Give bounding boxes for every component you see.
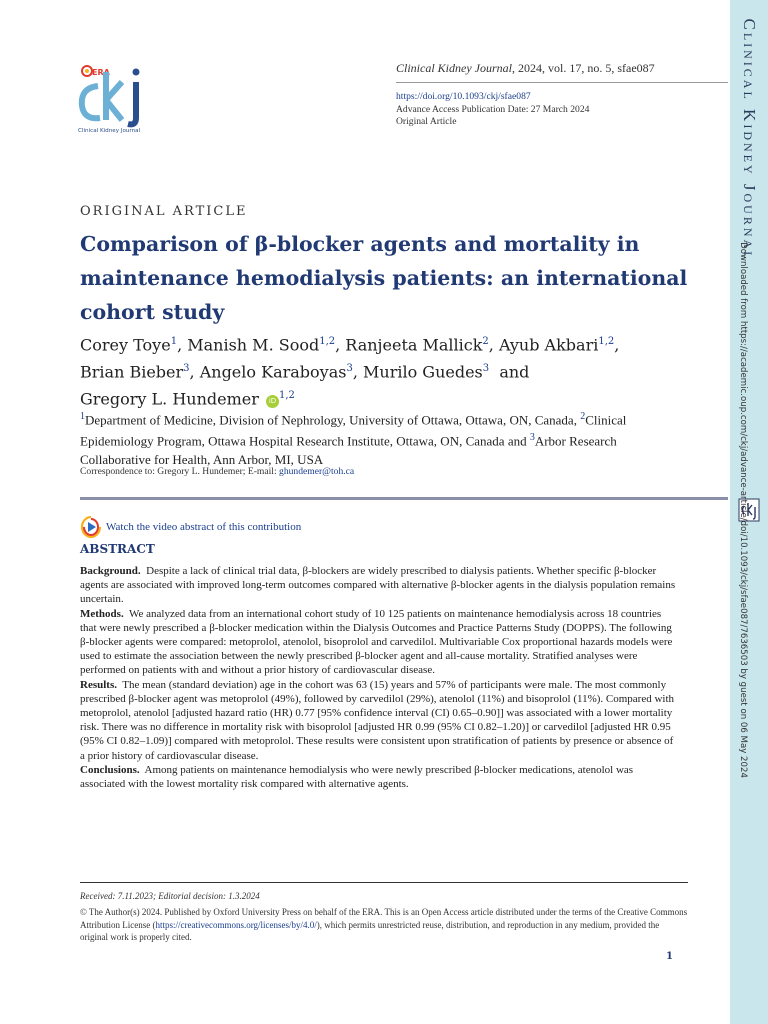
logo-era-text: ERA bbox=[92, 68, 110, 77]
license-text: ), which permits unrestricted reuse, distribution, and reproduction in any medium, provided the original work is properly cited. bbox=[80, 919, 660, 942]
correspondence bbox=[80, 466, 354, 477]
affiliation-text: Clinical Epidemiology Program, Ottawa Hospital Research Institute, Ottawa, ON, Canada and bbox=[80, 412, 627, 449]
affiliation-number: 2 bbox=[580, 411, 586, 422]
author-name[interactable]: Brian Bieber bbox=[80, 362, 184, 382]
author-name[interactable]: Gregory L. Hundemer bbox=[80, 388, 259, 408]
citation-line bbox=[396, 60, 728, 76]
author-list: Corey Toye$^1$, Manish M. Sood$^{1,2}$, Ranjeeta Mallick$^2$, Ayub Akbari$^{1,2}$, Brian Bieber$^3$, Angelo Karaboyas$^3$, Murilo Guedes$^3$ and Gregory L. Hundemer iD$^{1,2}$ bbox=[80, 335, 620, 408]
page-number: 1 bbox=[666, 951, 673, 962]
abstract-section-text: The mean (standard deviation) age in the cohort was 63 (15) years and 57% of participants were male. The most commonly prescribed β-blocker agent was metoprolol (49%), followed by carvedilol (29%), atenolol (11%) and bisoprolol (11%). Compared with metoprolol, atenolol [adjusted hazard ratio (HR) 0.77 [95% confidence interval (CI) 0.65–0.90]] was associated with a lower mortality risk. There was no difference in mortality risk with bisoprolol [adjusted HR 0.99 (95% CI 0.82–1.20)] or carvedilol [adjusted HR 0.95 (95% CI 0.82–1.09)] compared with metoprolol. These results were consistent upon stratification of patients by presence or absence of a prior history of cardiovascular disease. bbox=[80, 678, 675, 762]
article-kicker: ORIGINAL ARTICLE bbox=[80, 204, 248, 219]
sidebar-journal-title: Clinical Kidney Journal bbox=[740, 18, 759, 262]
video-play-icon bbox=[80, 515, 102, 539]
section-divider-bar bbox=[80, 497, 728, 500]
abstract-section-text: Among patients on maintenance hemodialysis who were newly prescribed β-blocker medications, atenolol was associated with the lowest mortality risk compared with alternative agents. bbox=[80, 763, 634, 791]
abstract-section-label: Methods. bbox=[80, 607, 124, 620]
article-title: Comparison of β-blocker agents and mortality in maintenance hemodialysis patients: an international cohort study bbox=[80, 232, 688, 324]
author-affiliation-ref[interactable]: 1 bbox=[170, 336, 178, 347]
affiliation-text: Department of Medicine, Division of Nephrology, University of Ottawa, Ottawa, ON, Canada, bbox=[85, 412, 581, 428]
affiliation-text: Arbor Research Collaborative for Health, Ann Arbor, MI, USA bbox=[80, 433, 617, 467]
abstract-methods bbox=[80, 607, 676, 678]
author-name[interactable]: Murilo Guedes bbox=[363, 362, 483, 382]
author-name[interactable]: Angelo Karaboyas bbox=[199, 362, 347, 382]
license-text: © The Author(s) 2024. Published by Oxford University Press on behalf of the ERA. This is an Open Access article distributed under the terms of the Creative Commons Attribution License ( bbox=[80, 907, 688, 930]
orcid-icon[interactable]: iD bbox=[266, 395, 279, 408]
journal-name: Clinical Kidney Journal bbox=[396, 61, 512, 75]
author-name[interactable]: Manish M. Sood bbox=[187, 335, 320, 355]
doi-link[interactable]: https://doi.org/10.1093/ckj/sfae087 bbox=[396, 91, 531, 102]
advance-access-date: Advance Access Publication Date: 27 March 2024 bbox=[396, 103, 590, 115]
correspondence-label: Correspondence to: Gregory L. Hundemer; E-mail: bbox=[80, 466, 280, 477]
author-affiliation-ref[interactable]: 2 bbox=[482, 336, 489, 347]
abstract-section-label: Background. bbox=[80, 565, 141, 577]
ckj-journal-logo bbox=[78, 62, 148, 136]
abstract-results bbox=[80, 678, 676, 763]
author-affiliation-ref[interactable]: 3 bbox=[346, 362, 353, 374]
logo-caption: Clinical Kidney Journal bbox=[78, 128, 141, 134]
download-notice: Downloaded from https://academic.oup.com/ckj/advance-article/doi/10.1093/ckj/sfae087/7636503 by guest on 06 May 2024 bbox=[738, 242, 748, 778]
author-name[interactable]: Corey Toye bbox=[80, 335, 171, 355]
license-statement bbox=[80, 906, 688, 944]
affiliation-number: 1 bbox=[80, 411, 85, 422]
received-dates: Received: 7.11.2023; Editorial decision: 1.3.2024 bbox=[80, 891, 260, 901]
and-conjunction: and bbox=[499, 362, 530, 382]
author-affiliation-ref[interactable]: 1,2 bbox=[279, 389, 295, 401]
abstract-background bbox=[80, 564, 676, 607]
article-header-meta bbox=[396, 60, 728, 129]
correspondence-email-link[interactable]: ghundemer@toh.ca bbox=[279, 466, 355, 477]
footer-rule bbox=[80, 882, 688, 883]
header-divider bbox=[396, 82, 728, 83]
article-type-meta: Original Article bbox=[396, 116, 457, 127]
citation-details: , 2024, vol. 17, no. 5, sfae087 bbox=[512, 61, 655, 75]
abstract-section-text: Despite a lack of clinical trial data, β-blockers are widely prescribed to dialysis patients. Whether specific β-blocker agents are associated with improved long-term outcomes compared with alternative β-blocker agents in the dialysis population remains uncertain. bbox=[80, 565, 676, 606]
abstract-conclusions bbox=[80, 763, 676, 791]
video-abstract-label[interactable]: Watch the video abstract of this contribution bbox=[106, 521, 302, 533]
author-affiliation-ref[interactable]: 1,2 bbox=[319, 336, 336, 347]
author-name[interactable]: Ranjeeta Mallick bbox=[345, 335, 483, 355]
affiliation-number: 3 bbox=[529, 432, 535, 444]
abstract-section-label: Conclusions. bbox=[80, 763, 140, 776]
abstract-section-label: Results. bbox=[80, 678, 117, 691]
abstract-heading: ABSTRACT bbox=[80, 542, 155, 556]
author-affiliation-ref[interactable]: 1,2 bbox=[598, 336, 615, 347]
license-url-link[interactable]: https://creativecommons.org/licenses/by/4.0/ bbox=[155, 919, 317, 930]
author-affiliation-ref[interactable]: 3 bbox=[183, 362, 190, 374]
abstract-section-text: We analyzed data from an international cohort study of 10 125 patients on maintenance hemodialysis across 18 countries that were newly prescribed a β-blocker medication within the Dialysis Outcomes and Practice Patterns Study (DOPPS). The following β-blocker agents were compared: metoprolol, atenolol, bisoprolol and carvedilol. Multivariable Cox proportional hazards models were used to estimate the association between the newly prescribed β-blocker agent and all-cause mortality. Stratified analyses were performed on patients with and without a prior history of cardiovascular disease. bbox=[80, 607, 673, 677]
affiliations bbox=[80, 408, 680, 469]
author-affiliation-ref[interactable]: 3 bbox=[482, 362, 490, 374]
abstract-body bbox=[80, 564, 676, 791]
author-name[interactable]: Ayub Akbari bbox=[498, 335, 599, 355]
